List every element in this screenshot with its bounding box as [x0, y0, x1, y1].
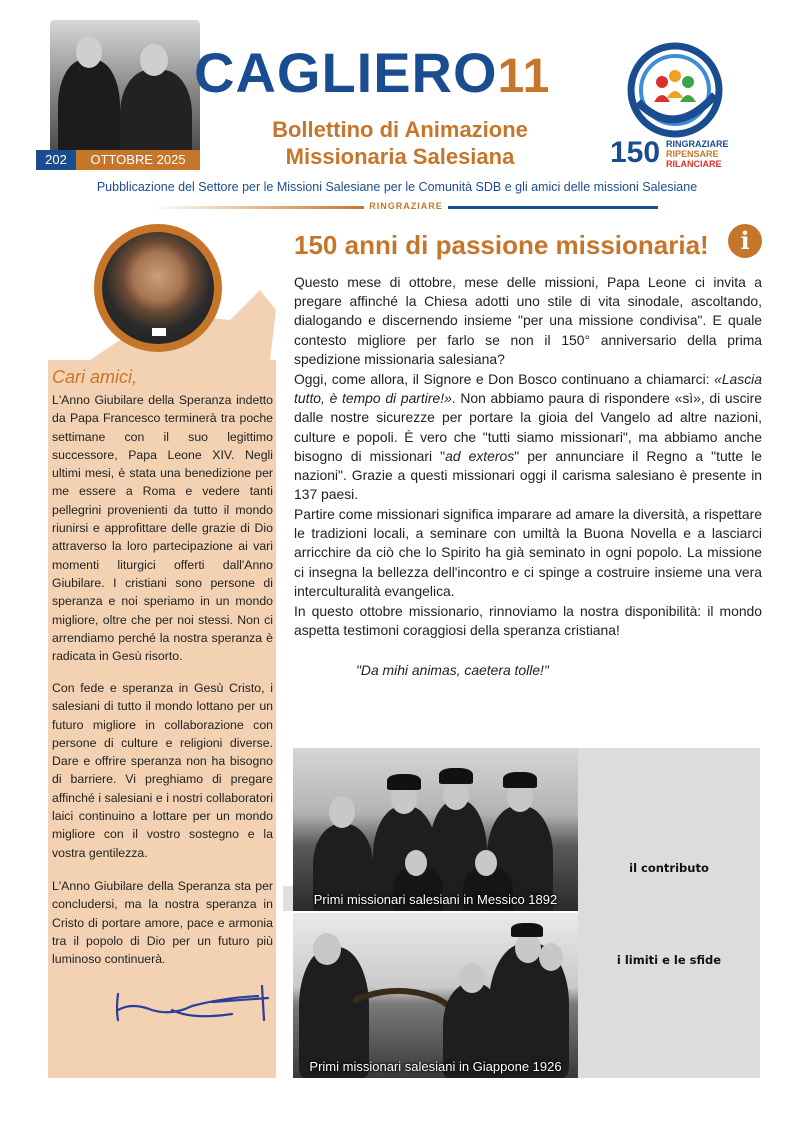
- subtitle-line-2: Missionaria Salesiana: [285, 144, 515, 169]
- letter-greeting: Cari amici,: [52, 367, 138, 387]
- article-paragraph-2: [294, 370, 762, 504]
- header-founders-photo: [50, 20, 200, 170]
- panel-label-contribution: il contributo: [629, 861, 709, 875]
- masthead-name: CAGLIERO: [194, 41, 498, 104]
- issue-number: 202: [36, 150, 76, 170]
- anniversary-number: 150: [610, 136, 661, 169]
- anniversary-words: [666, 139, 729, 169]
- p2-text-c: . Non abbiamo paura di rispondere «sì», di uscire dalle nostre sicurezze per portare la gioia del Vangelo ad altre nazioni, culture e popoli. È vero che "tutti siamo missionari", ma abbiamo anche bisogno di missionari ": [294, 390, 762, 464]
- publication-line: Pubblicazione del Settore per le Missioni Salesiane per le Comunità SDB e gli amici delle missioni Salesiane: [96, 180, 698, 194]
- info-icon: i: [728, 224, 762, 258]
- word-ringraziare: RINGRAZIARE: [666, 139, 729, 149]
- subtitle-line-1: Bollettino di Animazione: [272, 117, 528, 142]
- motto-quote: "Da mihi animas, caetera tolle!": [356, 662, 549, 678]
- divider-left: [150, 206, 364, 209]
- photo-caption-mexico: Primi missionari salesiani in Messico 1892: [313, 892, 558, 907]
- panel-label-challenges: i limiti e le sfide: [616, 953, 722, 967]
- letter-paragraph-2: Con fede e speranza in Gesù Cristo, i salesiani di tutto il mondo lottano per un futuro migliore in collaborazione con persone di culture e religioni diverse. Dare e offrire speranza non ha bisogno di barriere. Vi preghiamo di pregare affinché i salesiani e i nostri collaboratori laici continuino a lottare per un mondo migliore con il vostro sostegno e la vostra gentilezza.: [52, 681, 273, 860]
- article-paragraph-3: Partire come missionari significa imparare ad amare la diversità, a rispettare le tradizioni locali, a seminare con umiltà la Buona Novella e a lasciarci arricchire da ciò che lo Spirito ha già seminato in ogni popolo. La missione ci insegna la bellezza dell'incontro e ci spinge a costruire insieme una vera interculturalità evangelica.: [294, 506, 762, 599]
- letter-paragraph-1: L'Anno Giubilare della Speranza indetto da Papa Francesco terminerà tra poche settimane con il suo legittimo successore, Papa Leone XIV. Negli ultimi mesi, è stata una benedizione per me essere a Roma e vedere tanti pellegrini provenienti da tutto il mondo riunirsi e approfittare delle grazie di Dio attraverso la loro partecipazione ai vari momenti liturgici offerti dall'Anno Giubilare. I cristiani sono persone di speranza e noi speriamo in un mondo migliore, oltre che per noi stessi. Non ci arrendiamo perché la nostra speranza è radicata in Gesù risorto.: [52, 393, 273, 664]
- divider-right: [448, 206, 658, 209]
- p2-text-a: Oggi, come allora, il Signore e Don Bosco continuano a chiamarci:: [294, 371, 715, 387]
- author-signature: [112, 980, 272, 1028]
- photo-mexico-1892: [293, 748, 578, 911]
- photo-caption-japan: Primi missionari salesiani in Giappone 1926: [309, 1059, 562, 1074]
- photo-side-panel: [578, 748, 760, 1078]
- article-paragraph-4: In questo ottobre missionario, rinnoviamo la nostra disponibilità: il mondo aspetta testimoni coraggiosi della speranza cristiana!: [294, 603, 762, 639]
- issue-date: OTTOBRE 2025: [76, 150, 200, 170]
- p2-italic-quote: «Lascia tutto, è tempo di partire!»: [294, 371, 762, 407]
- masthead-number: 11: [497, 50, 551, 103]
- p2-text-e: " per annunciare il Regno a "tutte le nazioni". Grazie a questi missionari oggi il carisma salesiano è presente in 137 paesi.: [294, 447, 763, 503]
- photo-japan-1926: [293, 913, 578, 1078]
- article-title: 150 anni di passione missionaria!: [294, 230, 709, 260]
- word-ripensare: RIPENSARE: [666, 149, 719, 159]
- article-paragraph-1: Questo mese di ottobre, mese delle missioni, Papa Leone ci invita a pregare affinché la Chiesa adotti uno stile di vita sinodale, ascoltando, dialogando e discernendo insieme "per una missione condivisa". E quale contesto migliore per farlo se non il 150° anniversario della prima spedizione missionaria salesiana?: [294, 274, 762, 367]
- clerical-collar: [152, 328, 166, 336]
- anniversary-globe-logo: [620, 40, 730, 140]
- masthead-subtitle: [230, 116, 570, 170]
- section-label: RINGRAZIARE: [369, 201, 443, 211]
- letter-paragraph-3: L'Anno Giubilare della Speranza sta per concludersi, ma la nostra speranza in Cristo di portare amore, pace e armonia tra il popolo di Dio per un futuro più luminoso continuerà.: [52, 879, 273, 967]
- p2-italic-latin: ad exteros: [445, 447, 515, 464]
- masthead-title: [194, 38, 550, 108]
- word-rilanciare: RILANCIARE: [666, 159, 722, 169]
